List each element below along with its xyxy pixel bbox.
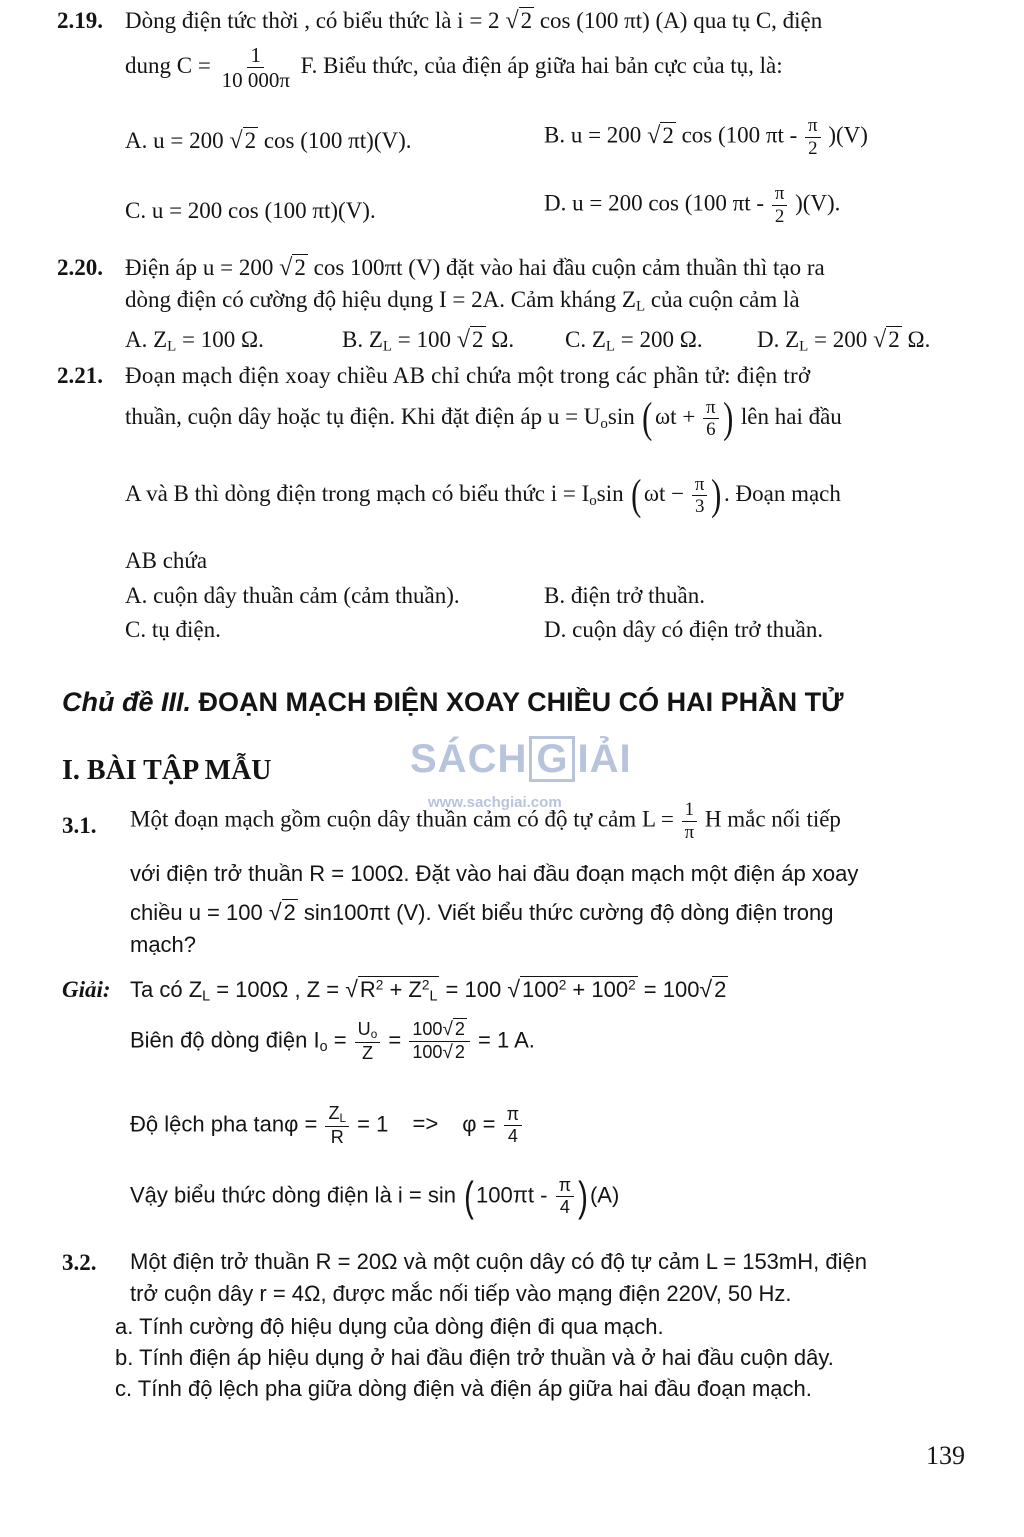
text: = bbox=[333, 1027, 347, 1053]
left-paren: ( bbox=[642, 394, 653, 442]
text: => bbox=[412, 1111, 439, 1137]
subscript: L bbox=[605, 338, 616, 355]
text: cos 100πt (V) đặt vào hai đầu cuộn cảm thuần thì tạo ra bbox=[313, 255, 825, 280]
denominator: R bbox=[330, 1127, 344, 1148]
fraction bbox=[692, 475, 708, 518]
denominator: 2 bbox=[774, 205, 785, 227]
text: = bbox=[388, 1027, 402, 1053]
text: 100πt - bbox=[476, 1182, 548, 1208]
text: Biên độ dòng điện I bbox=[130, 1027, 320, 1053]
fraction bbox=[556, 1176, 574, 1217]
question-3-1-line4: mạch? bbox=[130, 932, 197, 957]
text: φ = bbox=[462, 1111, 496, 1137]
right-paren: ) bbox=[722, 394, 733, 442]
question-3-2-part-c: c. Tính độ lệch pha giữa dòng điện và điện áp giữa hai đầu đoạn mạch. bbox=[115, 1376, 812, 1401]
section-heading: I. BÀI TẬP MẪU bbox=[62, 755, 272, 786]
subscript: L bbox=[799, 338, 809, 355]
option-2-19-a bbox=[125, 128, 412, 155]
denominator: 4 bbox=[507, 1126, 518, 1147]
text: B. Z bbox=[342, 327, 383, 352]
text: dòng điện có cường độ hiệu dụng I = 2A. Cảm kháng Z bbox=[125, 287, 636, 312]
text: . Đoạn mạch bbox=[724, 481, 841, 507]
numerator: π bbox=[772, 184, 788, 206]
text: (A) bbox=[589, 1182, 620, 1208]
option-2-19-c: C. u = 200 cos (100 πt)(V). bbox=[125, 198, 376, 223]
text: cos (100 πt)(V). bbox=[263, 128, 412, 153]
text: Ω. bbox=[491, 327, 515, 352]
question-number-2-20: 2.20. bbox=[57, 255, 103, 280]
text: Z bbox=[328, 1103, 340, 1123]
question-number-2-21: 2.21. bbox=[57, 363, 103, 388]
text: 100 bbox=[412, 1019, 443, 1040]
numerator: π bbox=[805, 116, 821, 138]
sqrt-expression: √2 bbox=[873, 326, 900, 353]
option-2-21-c: C. tụ điện. bbox=[125, 617, 221, 642]
text: = 100 Ω. bbox=[182, 327, 264, 352]
sqrt-expression: √2 bbox=[268, 899, 296, 925]
question-2-19-line1 bbox=[125, 8, 822, 35]
subscript: o bbox=[600, 415, 608, 432]
question-number-3-1: 3.1. bbox=[62, 813, 97, 838]
subscript: o bbox=[319, 1038, 328, 1055]
subscript: L bbox=[635, 298, 646, 315]
text: của cuộn cảm là bbox=[650, 287, 800, 312]
denominator: 10 000π bbox=[221, 68, 290, 93]
question-3-2-line1: Một điện trở thuần R = 20Ω và một cuộn dây có độ tự cảm L = 153mH, điện bbox=[130, 1249, 867, 1274]
radicand: $R^2 + Z^2_L$ bbox=[359, 977, 438, 1005]
text: )(V). bbox=[795, 190, 841, 216]
text: A và B thì dòng điện trong mạch có biểu thức i = I bbox=[125, 481, 590, 507]
solution-line4 bbox=[130, 1173, 620, 1220]
text: = 200 bbox=[814, 327, 868, 352]
question-number-2-19: 2.19. bbox=[57, 8, 103, 33]
radicand: 2 bbox=[454, 1042, 465, 1063]
sqrt-expression: √2 bbox=[279, 254, 306, 281]
text: B. u = 200 bbox=[544, 122, 642, 148]
question-2-20-line2 bbox=[125, 287, 800, 315]
denominator: 6 bbox=[706, 419, 716, 441]
sqrt-expression: $√R^2 + Z^2_L$ bbox=[345, 976, 438, 1005]
question-3-2-part-b: b. Tính điện áp hiệu dụng ở hai đầu điện trở thuần và ở hai đầu cuộn dây. bbox=[115, 1345, 834, 1370]
radicand: 2 bbox=[454, 1019, 465, 1040]
text: dung C = bbox=[125, 52, 211, 78]
option-2-19-d bbox=[544, 184, 840, 227]
subscript: o bbox=[589, 492, 597, 509]
text: H mắc nối tiếp bbox=[704, 806, 841, 832]
option-2-20-c bbox=[565, 327, 703, 355]
watermark-logo-box: G bbox=[529, 736, 575, 782]
fraction bbox=[805, 116, 821, 159]
sqrt-expression: √2 bbox=[647, 121, 674, 149]
subscript: L bbox=[382, 338, 393, 355]
text: Vậy biểu thức dòng điện là i = sin bbox=[130, 1182, 456, 1208]
subscript: L bbox=[167, 338, 177, 355]
text: = 200 Ω. bbox=[620, 327, 703, 352]
option-2-21-d: D. cuộn dây có điện trở thuần. bbox=[544, 617, 824, 642]
denominator: 2 bbox=[808, 137, 818, 159]
text: Dòng điện tức thời , có biểu thức là i = 2 bbox=[125, 8, 500, 33]
fraction bbox=[219, 44, 293, 91]
sqrt-expression: √2 bbox=[699, 976, 727, 1002]
text: Điện áp u = 200 bbox=[125, 255, 274, 280]
text: sin bbox=[607, 404, 635, 430]
option-2-21-b: B. điện trở thuần. bbox=[544, 583, 705, 608]
question-3-1-line1 bbox=[130, 800, 841, 843]
fraction bbox=[355, 1020, 381, 1063]
question-2-21-line2 bbox=[125, 394, 842, 442]
text: Một đoạn mạch gồm cuộn dây thuần cảm có độ tự cảm L = bbox=[130, 806, 674, 832]
text: C. Z bbox=[565, 327, 606, 352]
text: thuần, cuộn dây hoặc tụ điện. Khi đặt điện áp u = U bbox=[125, 404, 601, 430]
question-2-21-line1: Đoạn mạch điện xoay chiều AB chỉ chứa một trong các phần tử: điện trở bbox=[125, 363, 811, 388]
question-2-21-line3 bbox=[125, 471, 841, 519]
fraction bbox=[682, 800, 698, 843]
left-paren: ( bbox=[631, 471, 642, 519]
sqrt-expression: √ 2 bbox=[442, 1019, 465, 1041]
fraction bbox=[772, 184, 788, 227]
text: )(V) bbox=[828, 122, 868, 148]
text: ωt − bbox=[643, 481, 685, 507]
text: = 100 bbox=[643, 977, 700, 1002]
topic-heading bbox=[62, 688, 844, 718]
fraction bbox=[325, 1104, 349, 1147]
radicand: 2 bbox=[283, 900, 296, 925]
watermark-url: www.sachgiai.com bbox=[428, 794, 562, 811]
numerator: π bbox=[703, 398, 719, 420]
sqrt-expression: √ 2 bbox=[442, 1042, 465, 1064]
text: chiều u = 100 bbox=[130, 900, 263, 925]
text: = 100 bbox=[397, 327, 451, 352]
text: D. Z bbox=[757, 327, 800, 352]
text: 100 bbox=[412, 1042, 443, 1063]
numerator: π bbox=[692, 475, 708, 497]
radicand: 2 bbox=[472, 327, 484, 352]
sqrt-expression: √2 bbox=[505, 7, 533, 34]
option-2-21-a: A. cuộn dây thuần cảm (cảm thuần). bbox=[125, 583, 460, 608]
text: cos (100 πt) (A) qua tụ C, điện bbox=[539, 8, 823, 33]
fraction bbox=[409, 1020, 470, 1063]
right-paren: ) bbox=[578, 1173, 588, 1220]
solution-label: Giải: bbox=[62, 977, 111, 1002]
option-2-20-b bbox=[342, 327, 514, 355]
radicand: 2 bbox=[294, 255, 306, 280]
sqrt-expression: √2 bbox=[229, 127, 257, 154]
question-3-1-line3 bbox=[130, 900, 833, 925]
numerator bbox=[355, 1020, 381, 1043]
subscript: o bbox=[370, 1027, 378, 1041]
question-3-2-line2: trở cuộn dây r = 4Ω, được mắc nối tiếp vào mạng điện 220V, 50 Hz. bbox=[130, 1281, 792, 1306]
watermark-logo bbox=[410, 736, 632, 782]
sqrt-expression: $√100^2 + 100^2$ bbox=[507, 976, 636, 1002]
sqrt-expression: √2 bbox=[456, 326, 484, 353]
text: Độ lệch pha tanφ = bbox=[130, 1111, 318, 1137]
radicand: 2 bbox=[244, 128, 257, 153]
topic-title: ĐOẠN MẠCH ĐIỆN XOAY CHIỀU CÓ HAI PHẦN TỬ bbox=[198, 687, 844, 717]
question-number-3-2: 3.2. bbox=[62, 1250, 97, 1275]
radicand: 2 bbox=[662, 122, 674, 148]
text: = 1 bbox=[357, 1111, 389, 1137]
solution-line2 bbox=[130, 1020, 535, 1063]
denominator: π bbox=[684, 821, 695, 843]
option-2-19-b bbox=[544, 116, 868, 159]
text: sin100πt (V). Viết biểu thức cường độ dòng điện trong bbox=[303, 900, 834, 925]
numerator: π bbox=[556, 1176, 574, 1197]
text: = 100Ω , Z = bbox=[216, 977, 340, 1002]
text: = 100 bbox=[445, 977, 502, 1002]
denominator bbox=[409, 1042, 470, 1063]
subscript: L bbox=[202, 988, 211, 1005]
subscript: L bbox=[339, 1111, 347, 1125]
text: cos (100 πt - bbox=[681, 122, 798, 148]
radicand: 2 bbox=[888, 327, 900, 352]
text: Ta có Z bbox=[130, 977, 203, 1002]
question-2-21-line4: AB chứa bbox=[125, 548, 208, 573]
denominator: 4 bbox=[559, 1197, 570, 1218]
solution-line1 bbox=[130, 977, 728, 1005]
topic-prefix: Chủ đề III. bbox=[62, 687, 192, 717]
question-2-20-line1 bbox=[125, 255, 825, 282]
text: A. Z bbox=[125, 327, 168, 352]
denominator: 3 bbox=[694, 496, 705, 518]
option-2-20-d bbox=[757, 327, 930, 355]
question-3-2-part-a: a. Tính cường độ hiệu dụng của dòng điện đi qua mạch. bbox=[115, 1314, 664, 1339]
text: lên hai đầu bbox=[740, 404, 842, 430]
fraction bbox=[504, 1105, 522, 1146]
numerator: 1 bbox=[682, 800, 697, 822]
text: ωt + bbox=[655, 404, 696, 430]
text: Ω. bbox=[907, 327, 931, 352]
fraction bbox=[703, 398, 719, 441]
option-2-20-a bbox=[125, 327, 264, 355]
text: U bbox=[357, 1019, 371, 1039]
solution-line3 bbox=[130, 1104, 524, 1147]
radicand: 2 bbox=[520, 8, 533, 33]
watermark-logo-text: SÁCH bbox=[410, 737, 528, 781]
watermark-logo-text: IẢI bbox=[577, 737, 632, 781]
question-2-19-line2 bbox=[125, 44, 783, 91]
text: A. u = 200 bbox=[125, 128, 224, 153]
radicand: $100^2 + 100^2$ bbox=[522, 977, 636, 1002]
text: = 1 A. bbox=[478, 1027, 535, 1053]
radicand: 2 bbox=[714, 977, 727, 1002]
left-paren: ( bbox=[464, 1173, 474, 1220]
right-paren: ) bbox=[711, 471, 722, 519]
numerator: 1 bbox=[247, 44, 264, 68]
numerator bbox=[325, 1104, 349, 1127]
text: F. Biểu thức, của điện áp giữa hai bản cực của tụ, là: bbox=[300, 52, 783, 78]
text: sin bbox=[596, 481, 624, 507]
question-3-1-line2: với điện trở thuần R = 100Ω. Đặt vào hai đầu đoạn mạch một điện áp xoay bbox=[130, 861, 859, 886]
text: D. u = 200 cos (100 πt - bbox=[544, 190, 765, 216]
denominator: Z bbox=[361, 1043, 373, 1064]
page-number: 139 bbox=[926, 1441, 965, 1470]
numerator: π bbox=[504, 1105, 522, 1126]
numerator bbox=[409, 1020, 470, 1042]
